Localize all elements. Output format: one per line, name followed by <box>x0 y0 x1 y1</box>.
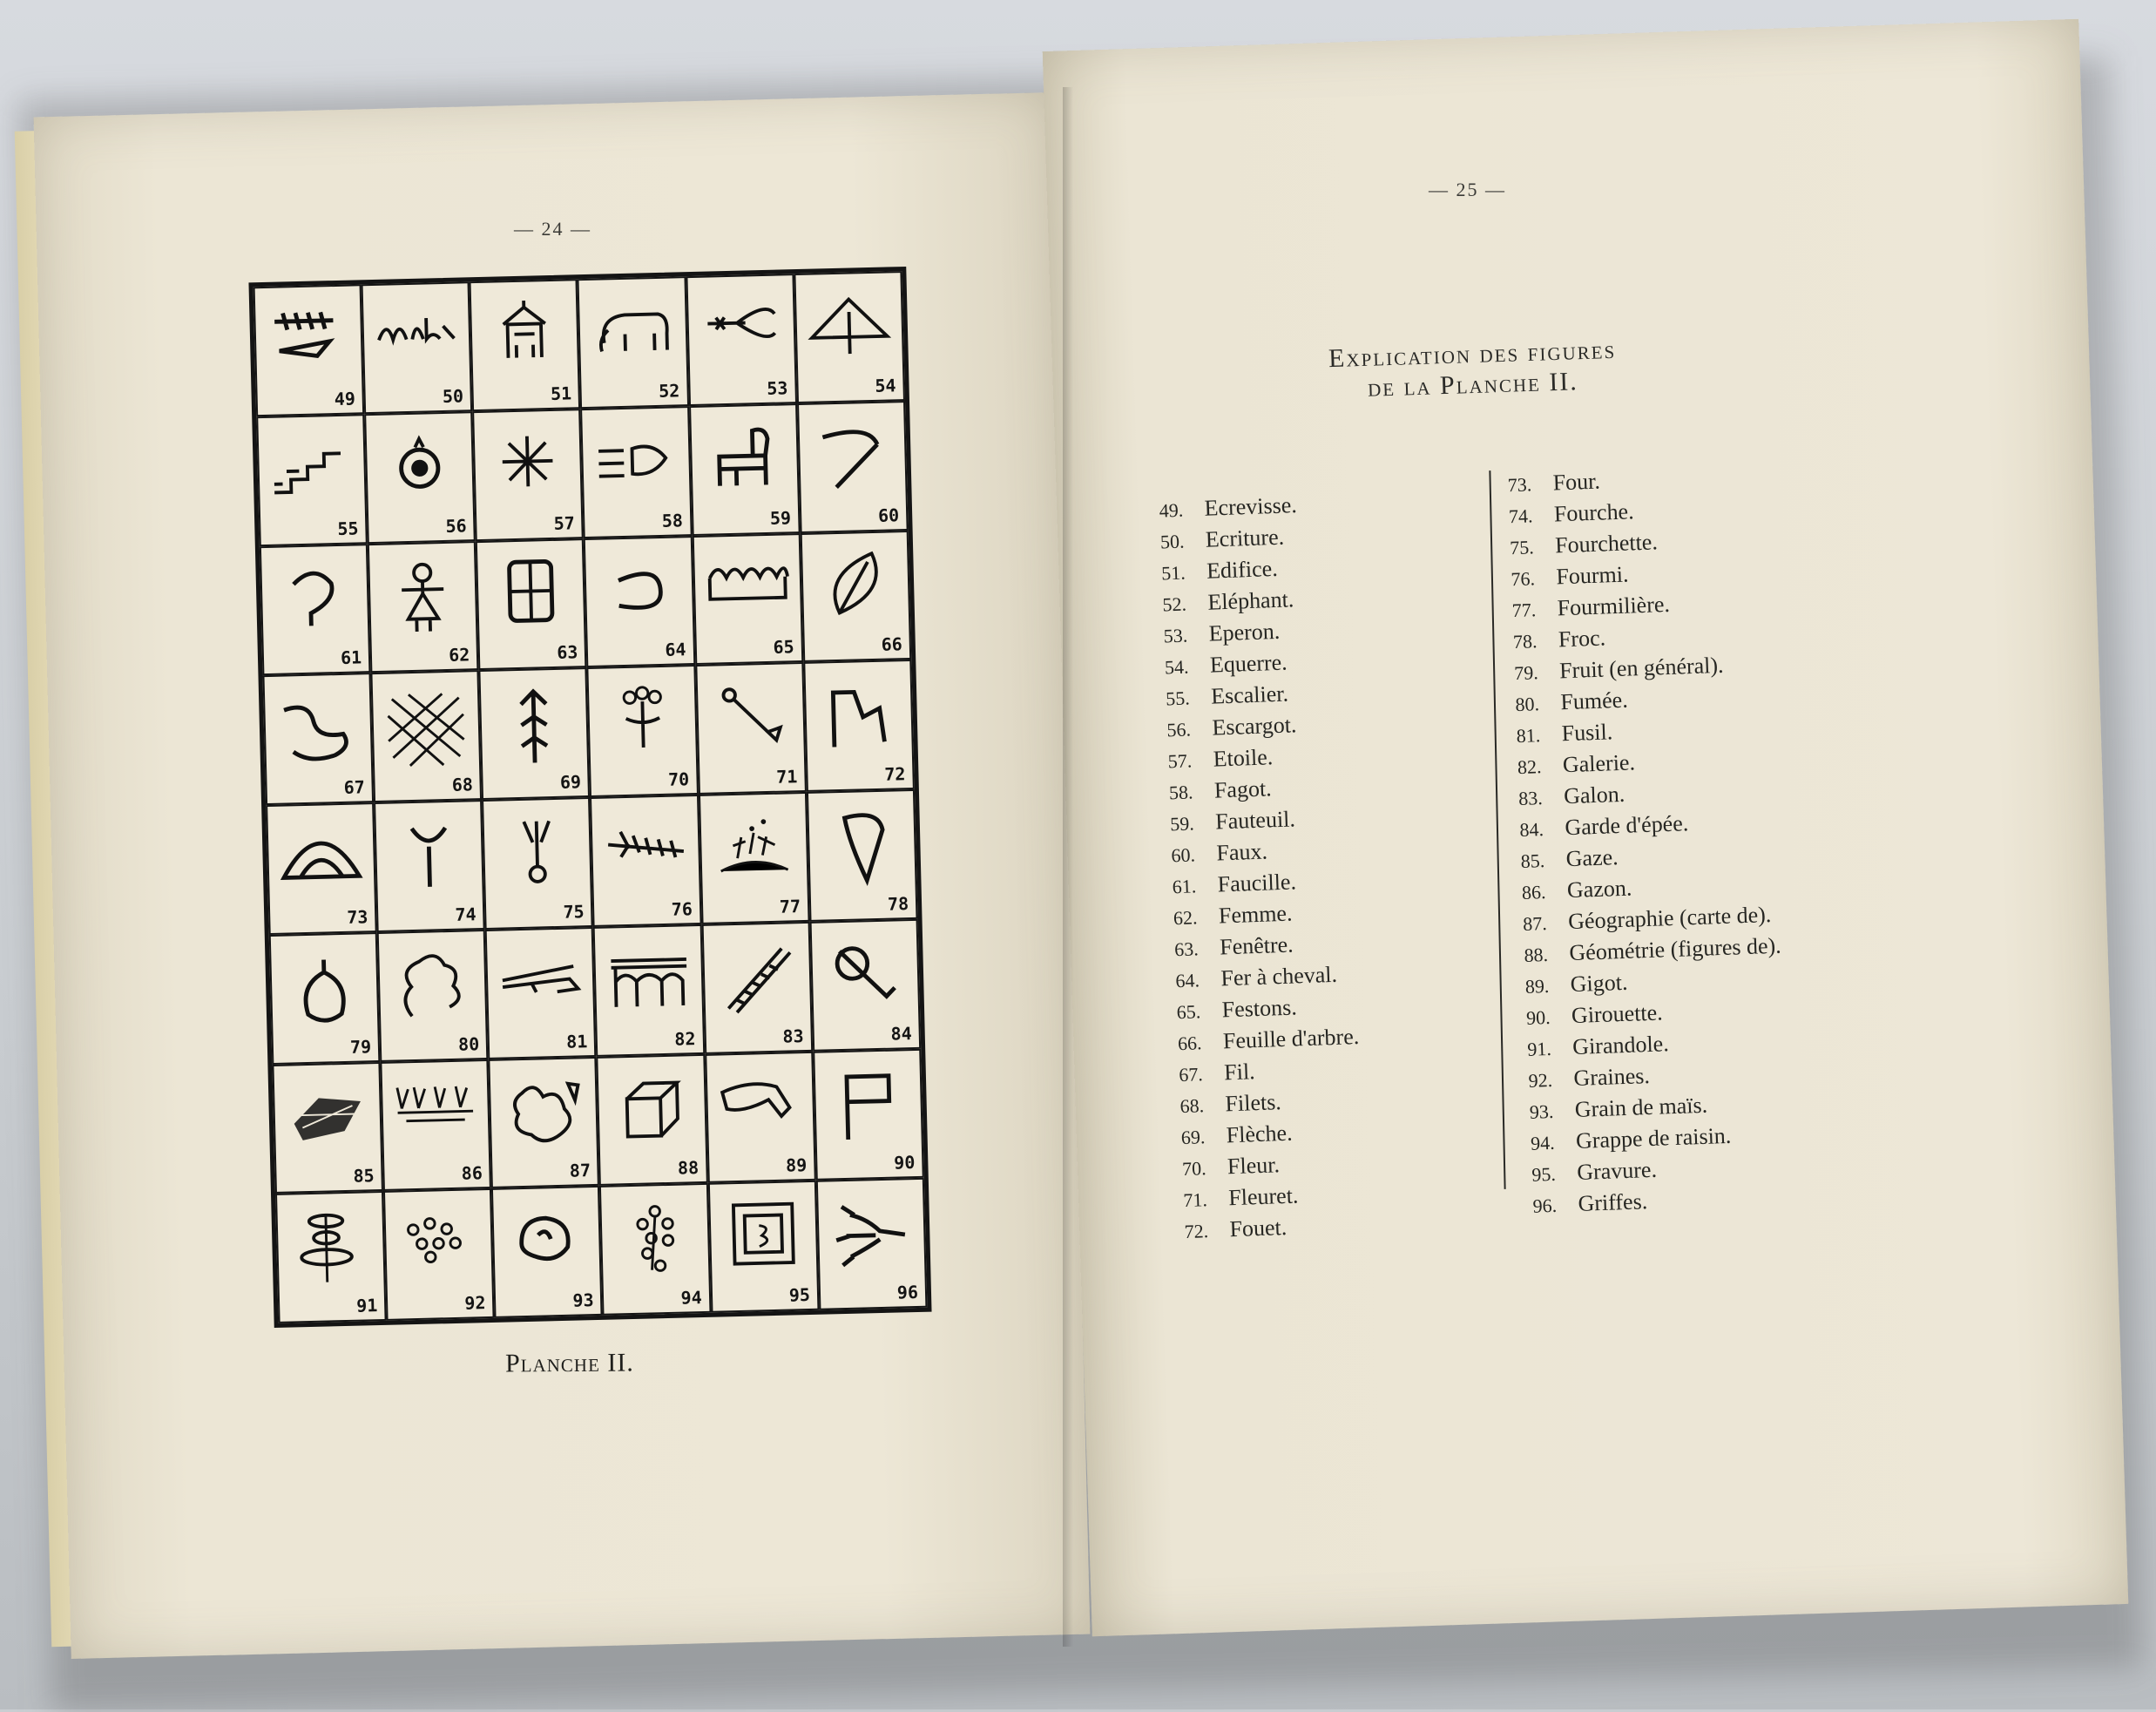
legend-item-number: 57. <box>1167 749 1193 773</box>
plate-cell <box>374 800 485 932</box>
plate-cell <box>708 1181 820 1313</box>
fagot-icon <box>593 418 679 509</box>
legend-item-number: 74. <box>1508 504 1533 528</box>
thread-icon <box>275 685 362 775</box>
figure-number: 75 <box>563 900 585 923</box>
plate-cell <box>371 670 483 802</box>
explanation-heading-line2: de la Planche II. <box>1367 367 1579 403</box>
legend-item-number: 93. <box>1529 1100 1554 1123</box>
legend-item-label: Festons. <box>1221 994 1298 1023</box>
legend-item-number: 60. <box>1171 843 1196 867</box>
legend-item-label: Escargot. <box>1211 712 1297 741</box>
legend-item-number: 56. <box>1166 718 1192 741</box>
whip-icon <box>815 672 902 762</box>
legend-item-label: Grappe de raisin. <box>1575 1122 1732 1154</box>
plate-cell <box>489 1056 600 1188</box>
corn-grain-icon <box>504 1198 591 1289</box>
figure-number: 65 <box>773 636 794 659</box>
plate-cell <box>472 409 584 541</box>
figure-number: 91 <box>355 1295 378 1316</box>
spur-icon <box>698 286 784 376</box>
scythe-icon <box>809 413 896 504</box>
figure-number: 79 <box>349 1035 372 1058</box>
legend-item-number: 77. <box>1511 599 1537 622</box>
legend-item-label: Fagot. <box>1213 775 1273 803</box>
plate-cell <box>797 401 909 533</box>
legend-item-label: Filets. <box>1224 1089 1282 1117</box>
legend-item-number: 81. <box>1516 724 1541 748</box>
plate-cell <box>597 1053 708 1186</box>
legend-item-label: Géographie (carte de). <box>1567 902 1772 935</box>
legend-item-label: Géométrie (figures de). <box>1568 932 1782 966</box>
legend-item-number: 73. <box>1507 473 1532 497</box>
figure-number: 64 <box>665 639 686 661</box>
figure-number: 78 <box>887 892 909 915</box>
legend-item-label: Faux. <box>1215 838 1268 866</box>
figure-number: 89 <box>785 1154 808 1176</box>
plate-cell <box>476 538 587 671</box>
plate-cell <box>593 924 705 1057</box>
plate-cell <box>800 530 911 662</box>
legend-item-number: 86. <box>1521 881 1546 903</box>
legend-column-left <box>1159 482 1551 1247</box>
legend-item-label: Feuille d'arbre. <box>1222 1023 1360 1054</box>
legend-item-label: Galerie. <box>1562 749 1636 778</box>
plate-cell <box>599 1183 711 1316</box>
sword-guard-icon <box>822 931 909 1022</box>
legend-item-label: Four. <box>1552 468 1601 496</box>
plate-cell <box>590 795 701 927</box>
grass-icon <box>393 1071 479 1161</box>
plate-cell <box>689 403 801 536</box>
plate-cell <box>794 271 905 403</box>
legend-item-label: Fleur. <box>1227 1152 1281 1180</box>
legend-item-label: Galon. <box>1563 781 1625 809</box>
figure-number: 90 <box>893 1152 916 1174</box>
plate-cell <box>362 281 473 414</box>
engraving-icon <box>720 1193 807 1283</box>
ant-icon <box>603 807 689 897</box>
plate-cell <box>816 1178 928 1310</box>
legend-item-number: 78. <box>1512 630 1538 653</box>
legend-item-number: 70. <box>1181 1157 1207 1181</box>
legend-item-label: Fouet. <box>1229 1214 1288 1242</box>
star-icon <box>485 421 571 511</box>
plate-cell <box>269 932 381 1065</box>
sickle-icon <box>272 556 358 646</box>
legend-item-label: Fenêtre. <box>1219 931 1294 960</box>
legend-item-number: 51. <box>1160 561 1186 585</box>
braid-icon <box>714 934 801 1025</box>
legend-item-number: 69. <box>1180 1126 1206 1149</box>
fork-icon <box>387 812 473 903</box>
legend-item-label: Edifice. <box>1206 555 1279 584</box>
plate-cell <box>587 665 699 797</box>
figure-number: 81 <box>565 1030 588 1052</box>
nets-icon <box>383 682 470 773</box>
legend-item-label: Eléphant. <box>1206 586 1294 615</box>
table-fork-icon <box>495 809 581 900</box>
legend-item-number: 87. <box>1522 912 1548 935</box>
plate-cell <box>692 533 803 666</box>
legend-item-number: 89. <box>1524 974 1550 998</box>
plate-cell <box>686 274 797 406</box>
figure-number: 84 <box>890 1022 912 1045</box>
legend-item-label: Gigot. <box>1570 969 1628 998</box>
plate-cell <box>578 276 689 409</box>
legend-item-number: 95. <box>1531 1162 1557 1186</box>
legend-item-number: 52. <box>1162 592 1187 616</box>
legend-item-label: Girouette. <box>1571 999 1664 1029</box>
flower-icon <box>599 677 686 768</box>
legend-item-number: 67. <box>1178 1063 1204 1086</box>
figure-number: 63 <box>557 641 578 664</box>
woman-icon <box>380 553 466 644</box>
legend-item-label: Fourmi. <box>1555 561 1629 590</box>
plate-cell <box>262 673 374 805</box>
legend-item-number: 62. <box>1173 906 1198 930</box>
legend-item-number: 61. <box>1172 875 1197 898</box>
legend-item-label: Femme. <box>1218 900 1293 929</box>
legend-item-label: Fumée. <box>1559 687 1629 715</box>
legend-item-label: Faucille. <box>1217 869 1297 897</box>
legend-item-number: 54. <box>1164 655 1189 679</box>
legend-item-number: 92. <box>1528 1068 1553 1092</box>
legend-item-label: Ecriture. <box>1205 524 1285 552</box>
leg-of-mutton-icon <box>717 1063 803 1154</box>
figure-number: 73 <box>347 906 368 928</box>
legend-item-label: Fourmilière. <box>1557 591 1671 621</box>
figure-number: 86 <box>461 1162 483 1184</box>
legend-item-number: 75. <box>1509 536 1535 559</box>
legend-item-label: Ecrevisse. <box>1204 492 1298 521</box>
legend-item-number: 79. <box>1513 661 1539 685</box>
legend-item-number: 66. <box>1177 1032 1202 1055</box>
plate-cell <box>253 284 365 416</box>
legend-item-label: Fleuret. <box>1227 1182 1299 1211</box>
plate-cell <box>380 1059 491 1191</box>
legend-item-number: 55. <box>1165 687 1191 710</box>
plate-cell <box>383 1188 495 1321</box>
figure-number: 83 <box>782 1025 804 1047</box>
figure-number: 76 <box>671 897 693 920</box>
girandole-icon <box>287 1203 374 1294</box>
figure-number: 74 <box>455 903 476 925</box>
figure-number: 95 <box>788 1284 811 1306</box>
legend-item-number: 84. <box>1519 818 1544 842</box>
legend-item-number: 88. <box>1524 943 1549 966</box>
figure-number: 68 <box>451 774 474 795</box>
legend-item-label: Etoile. <box>1213 744 1274 772</box>
legend-item-number: 63. <box>1173 937 1200 961</box>
legend-item-number: 90. <box>1525 1005 1551 1029</box>
legend-item-number: 83. <box>1517 787 1544 810</box>
plate-cell <box>807 789 918 922</box>
legend-item-label: Escalier. <box>1210 680 1289 709</box>
plate-cell <box>377 930 489 1062</box>
figure-number: 55 <box>337 517 359 539</box>
legend-item-label: Gravure. <box>1576 1156 1658 1185</box>
plate-cell <box>581 406 693 538</box>
book-gutter <box>1063 87 1073 1647</box>
legend-item-label: Fer à cheval. <box>1220 961 1338 991</box>
legend-item-label: Fourche. <box>1553 498 1635 527</box>
figure-number: 72 <box>884 763 906 785</box>
left-page-number: — 24 — <box>514 218 591 240</box>
legend-item-number: 65. <box>1176 1000 1201 1024</box>
figure-number: 60 <box>877 504 900 526</box>
legend-item-label: Equerre. <box>1209 649 1288 678</box>
figure-number: 88 <box>677 1157 700 1179</box>
plate-cell <box>813 1048 924 1181</box>
legend-item-label: Eperon. <box>1208 618 1281 646</box>
right-page-number: — 25 — <box>1429 179 1506 200</box>
legend-item-number: 82. <box>1517 755 1542 779</box>
fruit-icon <box>281 944 368 1035</box>
building-icon <box>482 291 568 382</box>
frock-icon <box>819 802 905 892</box>
legend-item-label: Fauteuil. <box>1214 806 1296 835</box>
grapes-icon <box>612 1195 699 1286</box>
figure-number: 77 <box>779 895 801 917</box>
plate-cell <box>479 667 591 800</box>
stairs-icon <box>269 426 355 517</box>
weathervane-icon <box>825 1060 911 1151</box>
elephant-icon <box>590 288 676 379</box>
plate-cell <box>266 802 377 935</box>
plate-cell <box>491 1186 603 1318</box>
legend-item-label: Girandole. <box>1571 1031 1670 1060</box>
explanation-heading-line1: Explication des figures <box>1328 335 1617 374</box>
figure-number: 57 <box>553 511 576 534</box>
legend-item-number: 96. <box>1532 1194 1558 1217</box>
plate-grid <box>248 267 931 1328</box>
anthill-icon <box>711 804 797 895</box>
smoke-icon <box>389 942 476 1032</box>
figure-number: 50 <box>442 385 464 407</box>
plate-cell <box>695 662 807 795</box>
flower-stem-icon <box>707 674 794 765</box>
snail-icon <box>377 423 463 514</box>
seeds-icon <box>395 1201 482 1291</box>
legend-item-label: Flèche. <box>1226 1120 1294 1148</box>
rifle-icon <box>497 939 584 1030</box>
legend-item-number: 68. <box>1179 1094 1205 1118</box>
crayfish-icon <box>266 296 352 387</box>
figure-number: 66 <box>881 633 903 656</box>
gauze-icon <box>285 1073 371 1164</box>
plate-cell <box>809 919 921 1052</box>
legend-item-label: Fruit (en général). <box>1558 652 1725 684</box>
legend-item-label: Griffes. <box>1578 1188 1648 1216</box>
plate-cell <box>272 1061 383 1194</box>
plate-cell <box>485 927 597 1059</box>
oven-icon <box>278 815 364 905</box>
legend-item-number: 71. <box>1182 1188 1208 1212</box>
plate-cell <box>470 279 581 411</box>
plate-cell <box>803 660 915 792</box>
figure-number: 80 <box>457 1032 480 1055</box>
legend-item-label: Garde d'épée. <box>1564 810 1689 841</box>
figure-number: 94 <box>680 1287 703 1309</box>
window-icon <box>488 551 574 641</box>
legend-column-right <box>1507 455 1934 1221</box>
figure-number: 85 <box>353 1165 375 1188</box>
figure-number: 51 <box>550 382 572 404</box>
legend-item-label: Fil. <box>1223 1059 1256 1086</box>
legend-item-label: Gaze. <box>1565 844 1619 872</box>
figure-number: 61 <box>340 646 362 669</box>
plate-cell <box>701 922 813 1054</box>
figure-number: 71 <box>775 766 798 788</box>
plate-cell <box>368 541 479 673</box>
legend-item-number: 91. <box>1526 1037 1552 1060</box>
legend-item-label: Graines. <box>1573 1063 1651 1092</box>
legend-item-number: 64. <box>1175 969 1200 992</box>
figure-number: 54 <box>875 375 896 396</box>
legend-item-number: 50. <box>1159 530 1185 553</box>
figure-number: 70 <box>667 768 690 790</box>
figure-number: 69 <box>559 771 582 793</box>
gallery-icon <box>605 937 692 1027</box>
legend-item-number: 58. <box>1168 781 1193 804</box>
plate-cell <box>699 792 810 924</box>
figure-number: 59 <box>769 506 792 529</box>
legend-item-number: 72. <box>1184 1220 1209 1243</box>
cube-icon <box>609 1066 695 1156</box>
figure-number: 82 <box>674 1027 696 1050</box>
plate-cell <box>584 536 695 668</box>
figure-number: 87 <box>569 1160 591 1181</box>
armchair-icon <box>701 416 787 506</box>
figure-number: 96 <box>896 1281 919 1303</box>
arrow-icon <box>491 680 578 770</box>
legend-item-number: 49. <box>1159 498 1184 522</box>
festoons-icon <box>705 545 791 635</box>
figure-number: 67 <box>343 776 366 798</box>
plate-cell <box>705 1051 816 1183</box>
claws-icon <box>828 1190 915 1281</box>
square-ruler-icon <box>807 283 893 374</box>
legend-item-number: 59. <box>1169 812 1195 836</box>
horseshoe-icon <box>597 547 683 638</box>
plate-cell <box>260 544 371 676</box>
figure-number: 92 <box>464 1292 486 1314</box>
figure-number: 93 <box>572 1289 594 1311</box>
plate-cell <box>364 411 476 544</box>
figure-number: 53 <box>767 377 788 399</box>
legend-item-label: Gazon. <box>1566 875 1632 903</box>
legend-item-number: 80. <box>1515 693 1540 716</box>
writing-icon <box>374 294 460 384</box>
plate-cell <box>275 1191 387 1323</box>
legend-item-number: 76. <box>1511 567 1536 591</box>
figure-number: 56 <box>445 514 467 537</box>
legend-item-label: Fusil. <box>1561 719 1613 747</box>
plate-caption: Planche II. <box>504 1348 634 1378</box>
figure-number: 58 <box>661 509 684 531</box>
legend-item-number: 53. <box>1163 624 1188 647</box>
legend-item-label: Grain de maïs. <box>1574 1092 1708 1123</box>
plate-cell <box>256 414 368 546</box>
plate-cell <box>482 797 593 930</box>
figure-number: 52 <box>658 380 680 402</box>
leaf-icon <box>813 542 899 633</box>
legend-item-number: 94. <box>1530 1131 1556 1154</box>
map-icon <box>501 1068 587 1159</box>
legend-item-label: Froc. <box>1558 625 1606 653</box>
legend-item-label: Fourchette. <box>1554 529 1659 558</box>
figure-number: 62 <box>448 644 470 667</box>
figure-number: 49 <box>334 388 356 409</box>
legend-item-number: 85. <box>1520 849 1545 873</box>
